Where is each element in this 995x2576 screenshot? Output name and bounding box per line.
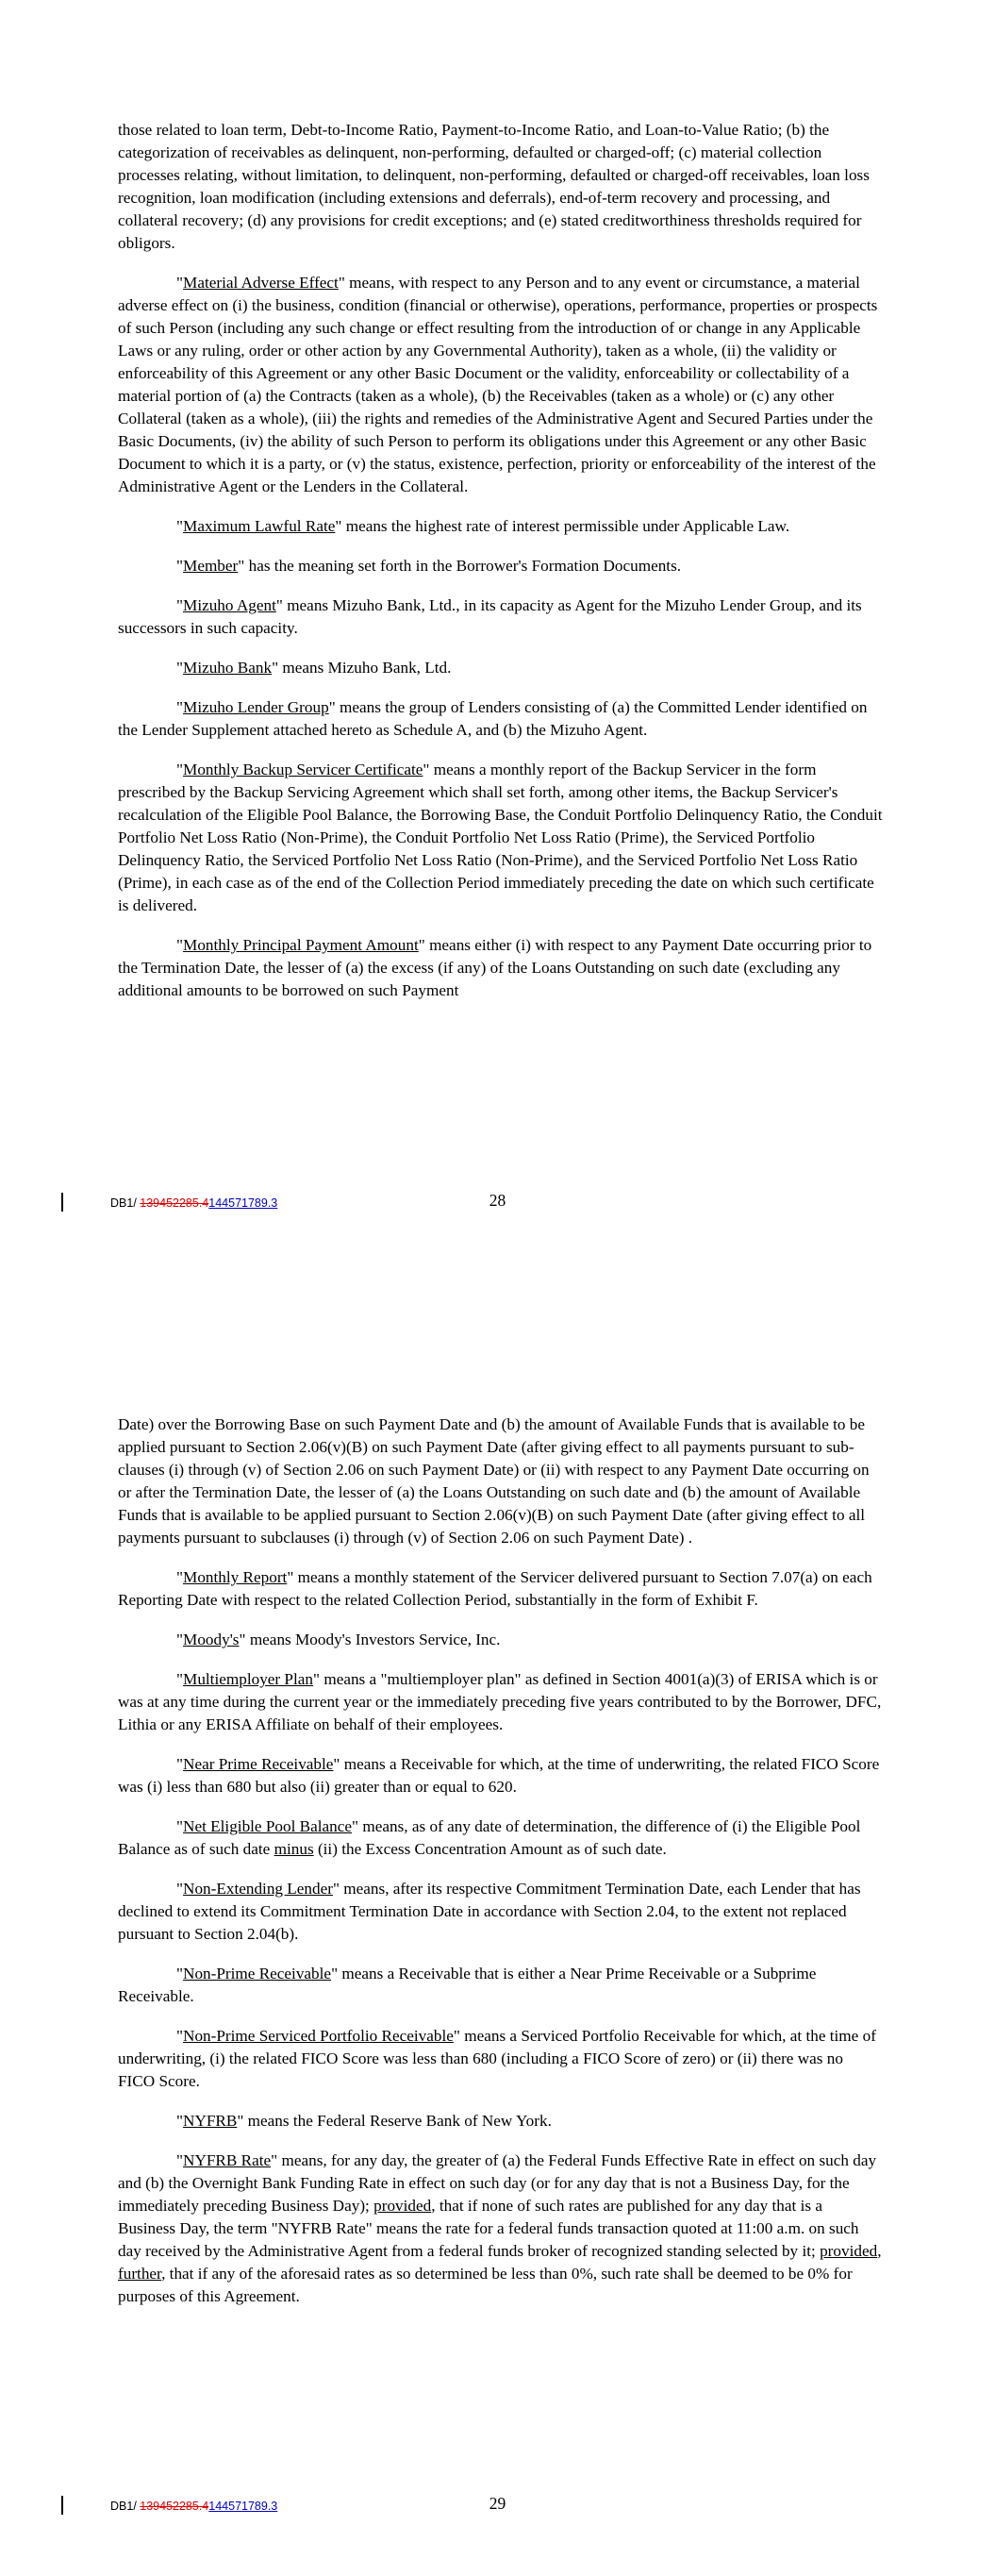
definition-text: means Mizuho Bank, Ltd. [278, 659, 452, 677]
definition-non-extending-lender: "Non-Extending Lender" means, after its respective Commitment Termination Date, each Lender that has declined to extend its Commitment Termination Date in accordance with Section 2.04, to the extent not replaced pursuant to Section 2.04(b). [118, 1880, 861, 1943]
defined-term: Mizuho Bank [183, 659, 273, 677]
definition-text: means a monthly statement of the Servicer delivered pursuant to Section 7.07(a) on each Reporting Date with respect to the related Collection Period, substantially in the form of Exhibit F. [118, 1568, 872, 1609]
paragraph-continuation: Date) over the Borrowing Base on such Payment Date and (b) the amount of Available Funds that is available to be applied pursuant to Section 2.06(v)(B) on such Payment Date (after giving effect to all payments pursuant to sub-clauses (i) through (v) of Section 2.06 on such Payment Date) or (ii) with respect to any Payment Date occurring on or after the Termination Date, the lesser of (a) the Loans Outstanding on such date and (b) the amount of Available Funds that is available to be applied pursuant to Section 2.06(v)(B) on such Payment Date (after giving effect to all payments pursuant to subclauses (i) through (v) of Section 2.06 on such Payment Date) . [118, 1415, 870, 1547]
definition-text: means, after its respective Commitment Termination Date, each Lender that has declined to extend its Commitment Termination Date in accordance with Section 2.04, to the extent not replaced pursuant to Section 2.04(b). [118, 1880, 861, 1943]
page-28 [0, 0, 995, 1264]
page-number: 29 [489, 2494, 506, 2513]
defined-term: Monthly Principal Payment Amount [183, 936, 419, 954]
emphasis-provided: provided [820, 2242, 878, 2260]
definition-text: means a Serviced Portfolio Receivable for which, at the time of underwriting, (i) the related FICO Score was less than 680 (including a FICO Score of zero) or (ii) there was no FICO Score. [118, 2027, 876, 2090]
defined-term: Member [183, 557, 239, 575]
defined-term: NYFRB Rate [183, 2151, 272, 2169]
defined-term: Non-Prime Serviced Portfolio Receivable [183, 2027, 454, 2045]
definition-text: means, with respect to any Person and to any event or circumstance, a material adverse effect on (i) the business, condition (financial or otherwise), operations, performance, properties or prospects of such Person (including any such change or effect resulting from the introduction of or change in any Applicable Laws or any ruling, order or other action by any Governmental Authority), taken as a whole, (ii) the validity or enforceability of this Agreement or any other Basic Document or the validity, enforceability or collectability of a material portion of (a) the Contracts (taken as a whole), (b) the Receivables (taken as a whole) or (c) any other Collateral (taken as a whole), (iii) the rights and remedies of the Administrative Agent and Secured Parties under the Basic Documents, (iv) the ability of such Person to perform its obligations under this Agreement or any other Basic Document to which it is a party, or (v) the status, existence, perfection, priority or enforceability of the interest of the Administrative Agent or the Lenders in the Collateral. [118, 274, 878, 495]
definition-multiemployer-plan: "Multiemployer Plan" means a "multiemployer plan" as defined in Section 4001(a)(3) of ERISA which is or was at any time during the current year or the immediately preceding five years contributed to by the Borrower, DFC, Lithia or any ERISA Affiliate on behalf of their employees. [118, 1670, 882, 1733]
doc-id-prefix: DB1/ [110, 2500, 141, 2513]
definition-text: means, as of any date of determination, the difference of (i) the Eligible Pool Balance as of such date [118, 1817, 861, 1858]
definition-monthly-report: "Monthly Report" means a monthly statement of the Servicer delivered pursuant to Section 7.07(a) on each Reporting Date with respect to the related Collection Period, substantially in the form of Exhibit F. [118, 1568, 872, 1609]
definition-mizuho-agent: "Mizuho Agent" means Mizuho Bank, Ltd., in its capacity as Agent for the Mizuho Lender Group, and its successors in such capacity. [118, 596, 862, 637]
doc-id-deleted: 139452285.4 [140, 1196, 209, 1210]
emphasis-further: further [118, 2265, 162, 2283]
doc-id-deleted: 139452285.4 [140, 2500, 209, 2513]
definition-text: means a Receivable that is either a Near Prime Receivable or a Subprime Receivable. [118, 1965, 817, 2005]
defined-term: Multiemployer Plan [183, 1670, 313, 1688]
defined-term: Net Eligible Pool Balance [183, 1817, 353, 1835]
defined-term: Non-Extending Lender [183, 1880, 333, 1898]
definition-nyfrb: "NYFRB" means the Federal Reserve Bank of New York. [176, 2112, 552, 2130]
defined-term: Mizuho Agent [183, 596, 276, 614]
definition-monthly-backup-servicer-certificate: "Monthly Backup Servicer Certificate" means a monthly report of the Backup Servicer in the form prescribed by the Backup Servicing Agreement which shall set forth, among other items, the Backup Servicer's recalculation of the Eligible Pool Balance, the Borrowing Base, the Conduit Portfolio Delinquency Ratio, the Conduit Portfolio Net Loss Ratio (Non-Prime), the Conduit Portfolio Net Loss Ratio (Prime), the Serviced Portfolio Delinquency Ratio, the Serviced Portfolio Net Loss Ratio (Non-Prime), and the Serviced Portfolio Net Loss Ratio (Prime), in each case as of the end of the Collection Period immediately preceding the date on which such certificate is delivered. [118, 761, 883, 914]
definition-material-adverse-effect: "Material Adverse Effect" means, with respect to any Person and to any event or circumstance, a material adverse effect on (i) the business, condition (financial or otherwise), operations, performance, properties or prospects of such Person (including any such change or effect resulting from the introduction of or change in any Applicable Laws or any ruling, order or other action by any Governmental Authority), taken as a whole, (ii) the validity or enforceability of this Agreement or any other Basic Document or the validity, enforceability or collectability of a material portion of (a) the Contracts (taken as a whole), (b) the Receivables (taken as a whole) or (c) any other Collateral (taken as a whole), (iii) the rights and remedies of the Administrative Agent and Secured Parties under the Basic Documents, (iv) the ability of such Person to perform its obligations under this Agreement or any other Basic Document to which it is a party, or (v) the status, existence, perfection, priority or enforceability of the interest of the Administrative Agent or the Lenders in the Collateral. [118, 274, 878, 495]
definition-text: means either (i) with respect to any Payment Date occurring prior to the Termination Date, the lesser of (a) the excess (if any) of the Loans Outstanding on such date (excluding any additional amounts to be borrowed on such Payment [118, 936, 872, 999]
paragraph-continuation: those related to loan term, Debt-to-Income Ratio, Payment-to-Income Ratio, and Loan-to-Value Ratio; (b) the categorization of receivables as delinquent, non-performing, defaulted or charged-off; (c) material collection processes relating, without limitation, to delinquent, non-performing, defaulted or charged-off receivables, loan loss recognition, loan modification (including extensions and deferrals), end-of-term recovery and processing, and collateral recovery; (d) any provisions for credit exceptions; and (e) stated creditworthiness thresholds required for obligors. [118, 121, 870, 252]
defined-term: Near Prime Receivable [183, 1755, 334, 1773]
definition-mizuho-lender-group: "Mizuho Lender Group" means the group of Lenders consisting of (a) the Committed Lender identified on the Lender Supplement attached hereto as Schedule A, and (b) the Mizuho Agent. [118, 698, 868, 739]
definition-text: means a Receivable for which, at the time of underwriting, the related FICO Score was (i) less than 680 but also (ii) greater than or equal to 620. [118, 1755, 880, 1796]
page-footer [0, 1193, 995, 1221]
page-body [118, 1413, 884, 2325]
definition-text: (ii) the Excess Concentration Amount as of such date. [313, 1840, 667, 1858]
definition-net-eligible-pool-balance: "Net Eligible Pool Balance" means, as of any date of determination, the difference of (i) the Eligible Pool Balance as of such date minus (ii) the Excess Concentration Amount as of such date. [118, 1817, 861, 1858]
definition-text: means the highest rate of interest permissible under Applicable Law. [341, 517, 790, 535]
emphasis-minus: minus [274, 1840, 314, 1858]
definition-text: has the meaning set forth in the Borrower's Formation Documents. [244, 557, 682, 575]
definition-text: means the group of Lenders consisting of (a) the Committed Lender identified on the Lender Supplement attached hereto as Schedule A, and (b) the Mizuho Agent. [118, 698, 868, 739]
definition-non-prime-serviced-portfolio-receivable: "Non-Prime Serviced Portfolio Receivable" means a Serviced Portfolio Receivable for which, at the time of underwriting, (i) the related FICO Score was less than 680 (including a FICO Score of zero) or (ii) there was no FICO Score. [118, 2027, 876, 2090]
page-footer [0, 2496, 995, 2524]
definition-near-prime-receivable: "Near Prime Receivable" means a Receivable for which, at the time of underwriting, the related FICO Score was (i) less than 680 but also (ii) greater than or equal to 620. [118, 1755, 880, 1796]
definition-maximum-lawful-rate: "Maximum Lawful Rate" means the highest rate of interest permissible under Applicable Law. [176, 517, 790, 535]
definition-non-prime-receivable: "Non-Prime Receivable" means a Receivable that is either a Near Prime Receivable or a Subprime Receivable. [118, 1965, 817, 2005]
definition-moodys: "Moody's" means Moody's Investors Service, Inc. [176, 1631, 501, 1648]
page-body [118, 119, 884, 1019]
definition-text: means Moody's Investors Service, Inc. [245, 1631, 501, 1648]
definition-text: means the Federal Reserve Bank of New York. [243, 2112, 552, 2130]
definition-monthly-principal-payment-amount: "Monthly Principal Payment Amount" means either (i) with respect to any Payment Date occurring prior to the Termination Date, the lesser of (a) the excess (if any) of the Loans Outstanding on such date (excluding any additional amounts to be borrowed on such Payment [118, 936, 872, 999]
definition-mizuho-bank: "Mizuho Bank" means Mizuho Bank, Ltd. [176, 659, 452, 677]
doc-id-prefix: DB1/ [110, 1196, 141, 1210]
definition-text: , that if any of the aforesaid rates as so determined be less than 0%, such rate shall be deemed to be 0% for purposes of this Agreement. [118, 2265, 853, 2305]
defined-term: NYFRB [183, 2112, 238, 2130]
emphasis-provided: provided [373, 2197, 432, 2215]
defined-term: Monthly Backup Servicer Certificate [183, 761, 423, 778]
doc-id-inserted: 144571789.3 [208, 2500, 278, 2513]
definition-text: means a "multiemployer plan" as defined in Section 4001(a)(3) of ERISA which is or was at any time during the current year or the immediately preceding five years contributed to by the Borrower, DFC, Lithia or any ERISA Affiliate on behalf of their employees. [118, 1670, 882, 1733]
defined-term: Moody's [183, 1631, 240, 1648]
defined-term: Monthly Report [183, 1568, 288, 1586]
definition-text: means Mizuho Bank, Ltd., in its capacity as Agent for the Mizuho Lender Group, and its successors in such capacity. [118, 596, 862, 637]
defined-term: Mizuho Lender Group [183, 698, 329, 716]
definition-member: "Member" has the meaning set forth in the Borrower's Formation Documents. [176, 557, 682, 575]
doc-id-inserted: 144571789.3 [208, 1196, 278, 1210]
defined-term: Maximum Lawful Rate [183, 517, 336, 535]
definition-text: means a monthly report of the Backup Servicer in the form prescribed by the Backup Servicing Agreement which shall set forth, among other items, the Backup Servicer's recalculation of the Eligible Pool Balance, the Borrowing Base, the Conduit Portfolio Delinquency Ratio, the Conduit Portfolio Net Loss Ratio (Non-Prime), the Conduit Portfolio Net Loss Ratio (Prime), the Serviced Portfolio Delinquency Ratio, the Serviced Portfolio Net Loss Ratio (Non-Prime), and the Serviced Portfolio Net Loss Ratio (Prime), in each case as of the end of the Collection Period immediately preceding the date on which such certificate is delivered. [118, 761, 883, 914]
punctuation: , [877, 2242, 882, 2260]
page-29 [0, 1264, 995, 2576]
defined-term: Non-Prime Receivable [183, 1965, 332, 1982]
definition-nyfrb-rate: "NYFRB Rate" means, for any day, the greater of (a) the Federal Funds Effective Rate in effect on such day and (b) the Overnight Bank Funding Rate in effect on such day (or for any day that is not a Business Day, for the immediately preceding Business Day); provided, that if none of such rates are published for any day that is a Business Day, the term "NYFRB Rate" means the rate for a federal funds transaction quoted at 11:00 a.m. on such day received by the Administrative Agent from a federal funds broker of recognized standing selected by it; provided, further, that if any of the aforesaid rates as so determined be less than 0%, such rate shall be deemed to be 0% for purposes of this Agreement. [118, 2151, 882, 2305]
definition-text: means, for any day, the greater of (a) the Federal Funds Effective Rate in effect on such day and (b) the Overnight Bank Funding Rate in effect on such day (or for any day that is not a Business Day, for the immediately preceding Business Day); [118, 2151, 877, 2215]
page-number: 28 [489, 1191, 506, 1210]
definition-text: , that if none of such rates are published for any day that is a Business Day, the term "NYFRB Rate" means the rate for a federal funds transaction quoted at 11:00 a.m. on such day received by the Administrative Agent from a federal funds broker of recognized standing selected by it; [118, 2197, 859, 2260]
defined-term: Material Adverse Effect [183, 274, 339, 292]
